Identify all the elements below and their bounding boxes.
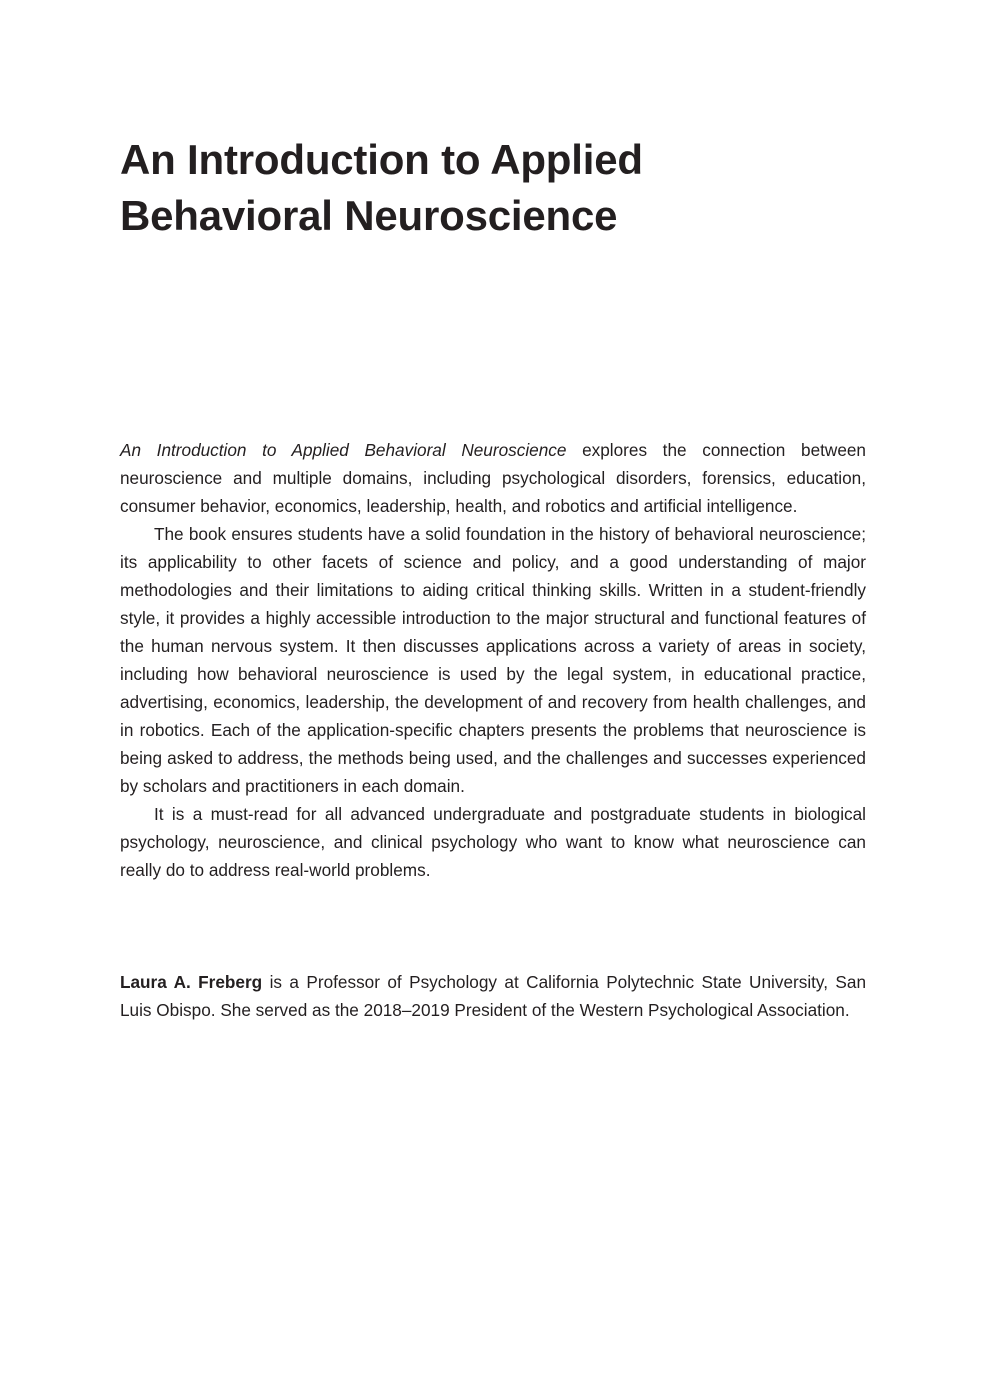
author-bio xyxy=(120,968,866,1024)
description-paragraph-1-text: explores the connection between neuroscience and multiple domains, including psychological disorders, forensics, education, consumer behavior, economics, leadership, health, and robotics and artificial intelligence. xyxy=(120,440,866,516)
description-paragraph-2: The book ensures students have a solid foundation in the history of behavioral neuroscience; its applicability to other facets of science and policy, and a good understanding of major methodologies and their limitations to aiding critical thinking skills. Written in a student-friendly style, it provides a highly accessible introduction to the major structural and functional features of the human nervous system. It then discusses applications across a variety of areas in society, including how behavioral neuroscience is used by the legal system, in educational practice, advertising, economics, leadership, the development of and recovery from health challenges, and in robotics. Each of the application-specific chapters presents the problems that neuroscience is being asked to address, the methods being used, and the challenges and successes experienced by scholars and practitioners in each domain. xyxy=(120,524,866,796)
book-title xyxy=(120,132,880,244)
description-book-title-italic: An Introduction to Applied Behavioral Neuroscience xyxy=(120,440,567,460)
book-title-line-1: An Introduction to Applied xyxy=(120,136,643,183)
book-title-line-2: Behavioral Neuroscience xyxy=(120,192,618,239)
author-name: Laura A. Freberg xyxy=(120,972,263,992)
description-paragraph-3: It is a must-read for all advanced undergraduate and postgraduate students in biological psychology, neuroscience, and clinical psychology who want to know what neuroscience can really do to address real-world problems. xyxy=(120,804,866,880)
book-description xyxy=(120,436,866,884)
author-bio-text: is a Professor of Psychology at California Polytechnic State University, San Luis Obispo. She served as the 2018–2019 President of the Western Psychological Association. xyxy=(120,972,866,1020)
description-paragraph-1 xyxy=(120,436,866,520)
